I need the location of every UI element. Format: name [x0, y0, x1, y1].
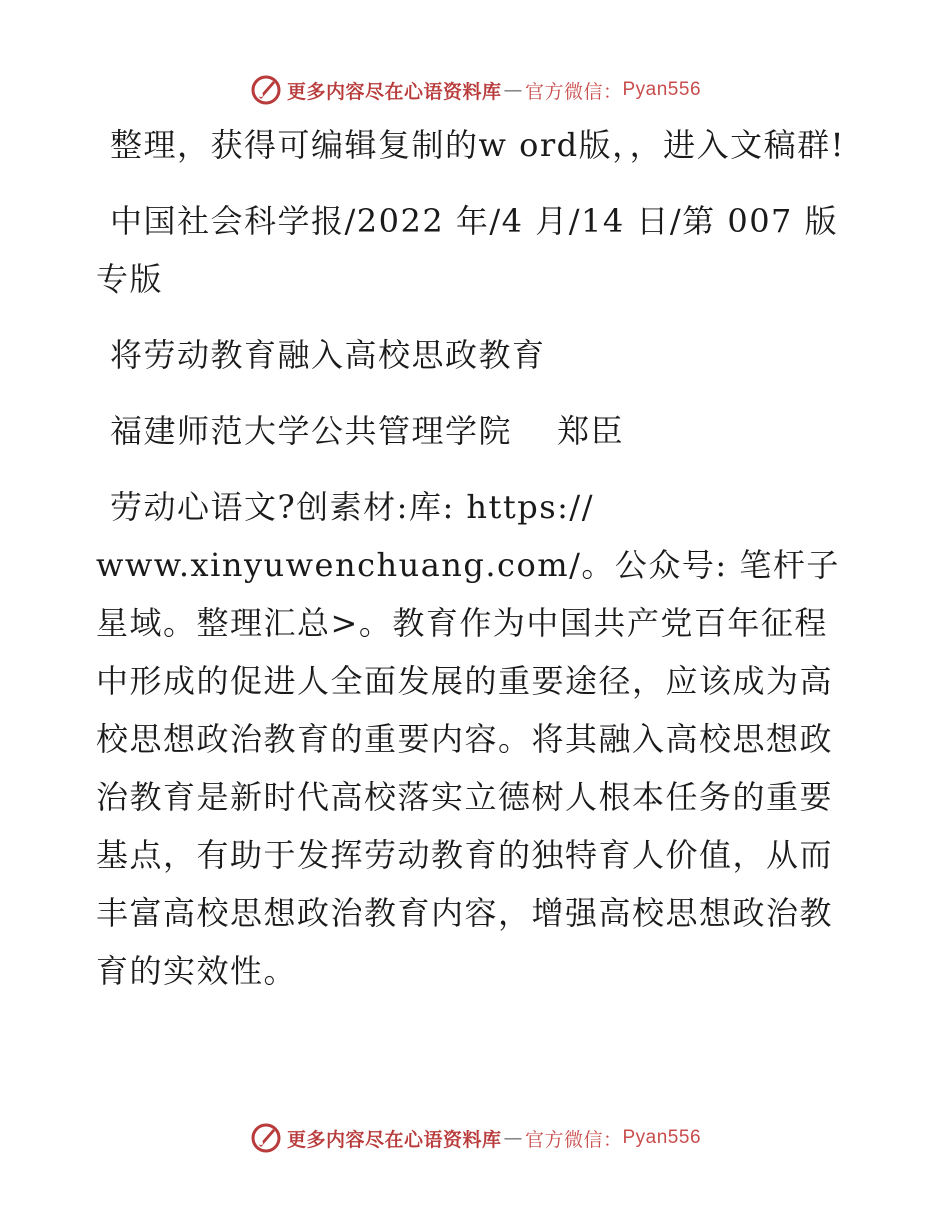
- watermark-dash: —: [503, 1127, 523, 1149]
- watermark-wechat-id: Pyan556: [622, 1127, 702, 1148]
- watermark-main-text: 更多内容尽在心语资料库: [286, 1128, 502, 1151]
- article-title: 将劳动教育融入高校思政教育: [110, 336, 546, 374]
- article-author: 福建师范大学公共管理学院 郑臣: [110, 412, 625, 450]
- intro-paragraph: 整理，获得可编辑复制的w ord版，，进入文稿群!: [110, 126, 845, 164]
- header-watermark: [0, 70, 950, 110]
- body-paragraph: [96, 478, 856, 1000]
- watermark-wechat-label: 官方微信：: [524, 80, 623, 103]
- watermark-wechat-id: Pyan556: [622, 79, 702, 100]
- body-paragraph-first-line: 劳动心语文?创素材:库: https://: [110, 488, 594, 526]
- quill-seal-icon: [249, 1121, 283, 1155]
- watermark-dash: —: [503, 79, 523, 101]
- body-paragraph-text: www.xinyuwenchuang.com/。公众号: 笔杆子星域。整理汇总>。教育作为中国共产党百年征程中形成的促进人全面发展的重要途径，应该成为高校思想政治教育的重要内容。将其融入高校思想政治教育是新时代高校落实立德树人根本任务的重要基点，有助于发挥劳动教育的独特育人价值，从而丰富高校思想政治教育内容，增强高校思想政治教育的实效性。: [96, 546, 840, 990]
- source-citation: 中国社会科学报/2022 年/4 月/14 日/第 007 版专版: [96, 202, 839, 298]
- watermark-main-text: 更多内容尽在心语资料库: [286, 80, 502, 103]
- quill-seal-icon: [249, 73, 283, 107]
- footer-watermark: [0, 1118, 950, 1158]
- document-body: [96, 116, 856, 1000]
- watermark-wechat-label: 官方微信：: [524, 1128, 623, 1151]
